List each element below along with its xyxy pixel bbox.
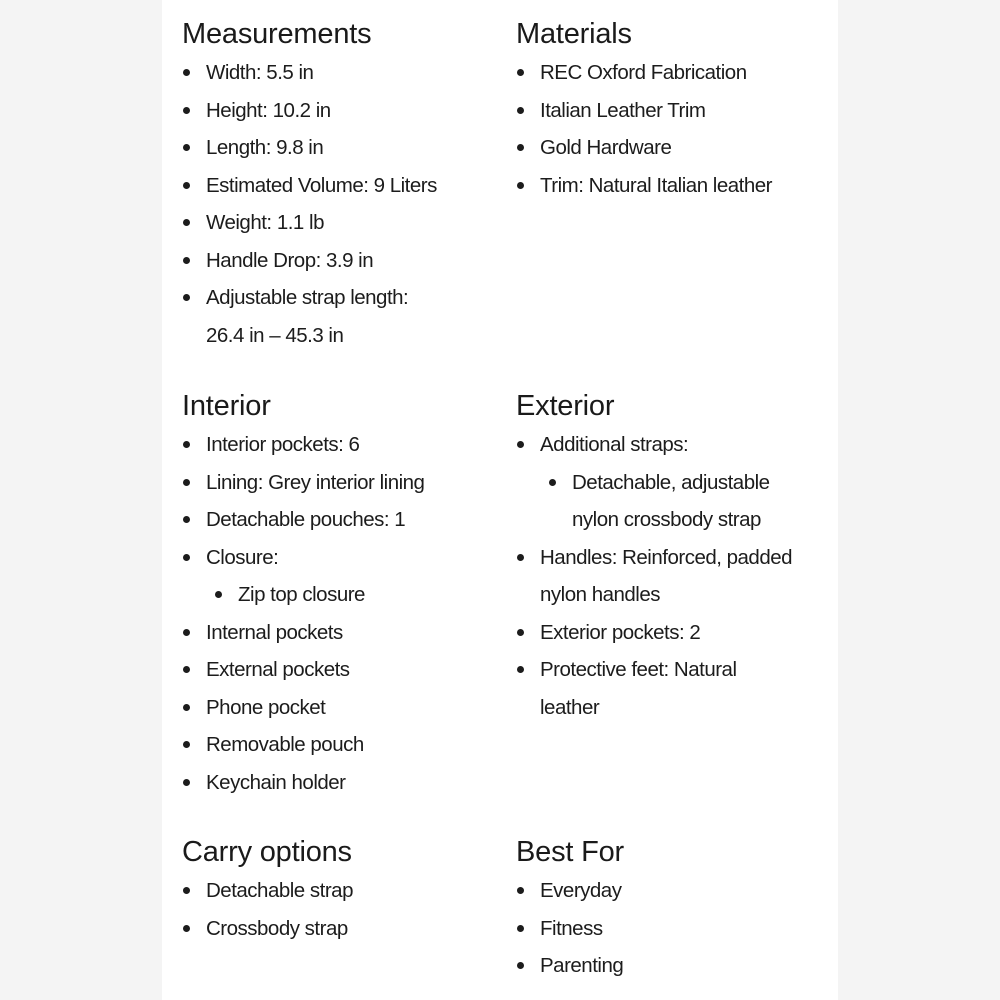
interior-section [182,389,502,801]
list-item: External pockets [182,651,502,689]
bullet-icon [183,182,190,189]
list-item-continuation: 26.4 in – 45.3 in [206,323,344,347]
bullet-icon [183,554,190,561]
bullet-icon [183,257,190,264]
list-item: Additional straps: [516,426,836,464]
list-item: Crossbody strap [182,910,502,948]
best-for-heading: Best For [516,836,624,868]
list-item: Detachable pouches: 1 [182,501,502,539]
measurements-list [182,54,502,354]
list-item: Gold Hardware [516,129,836,167]
bullet-icon [183,144,190,151]
bullet-icon [183,107,190,114]
carry-options-heading: Carry options [182,836,352,868]
bullet-icon [183,779,190,786]
bullet-icon [517,69,524,76]
bullet-icon [517,666,524,673]
list-item: REC Oxford Fabrication [516,54,836,92]
list-item: Width: 5.5 in [182,54,502,92]
bullet-icon [183,479,190,486]
list-item: Parenting [516,947,836,985]
best-for-section [516,835,836,985]
list-item: Fitness [516,910,836,948]
list-item: Detachable strap [182,872,502,910]
list-item-continuation: nylon handles [540,583,661,606]
list-item: Protective feet: Natural [516,651,836,689]
sub-list-item: Zip top closure [182,576,502,614]
carry-options-list [182,872,502,947]
bullet-icon [517,144,524,151]
list-item: Height: 10.2 in [182,92,502,130]
bullet-icon [517,962,524,969]
exterior-section [516,389,836,726]
list-item-continuation: leather [540,695,600,719]
bullet-icon [183,925,190,932]
exterior-heading: Exterior [516,390,615,422]
list-item: Weight: 1.1 lb [182,204,502,242]
list-item: Exterior pockets: 2 [516,614,836,652]
bullet-icon [517,629,524,636]
list-item: Handle Drop: 3.9 in [182,242,502,280]
bullet-icon [183,887,190,894]
bullet-icon [517,107,524,114]
list-item: Closure: [182,539,502,577]
materials-section [516,17,836,204]
bullet-icon [517,182,524,189]
bullet-icon [215,591,222,598]
list-item: Lining: Grey interior lining [182,464,502,502]
bullet-icon [183,294,190,301]
list-item: Length: 9.8 in [182,129,502,167]
list-item: Trim: Natural Italian leather [516,167,836,205]
list-item: Interior pockets: 6 [182,426,502,464]
list-item: Phone pocket [182,689,502,727]
exterior-list [516,426,836,726]
bullet-icon [183,516,190,523]
list-item: Handles: Reinforced, padded [516,539,836,577]
list-item: Internal pockets [182,614,502,652]
bullet-icon [183,219,190,226]
bullet-icon [183,666,190,673]
sub-list-item: Detachable, adjustable [516,464,836,502]
materials-list [516,54,836,204]
list-item: Adjustable strap length: [182,279,502,317]
interior-heading: Interior [182,390,271,422]
materials-heading: Materials [516,18,632,50]
bullet-icon [517,887,524,894]
measurements-heading: Measurements [182,18,372,50]
list-item: Estimated Volume: 9 Liters [182,167,502,205]
best-for-list [516,872,836,985]
bullet-icon [517,554,524,561]
interior-list [182,426,502,801]
bullet-icon [549,479,556,486]
list-item: Keychain holder [182,764,502,802]
bullet-icon [517,441,524,448]
bullet-icon [183,441,190,448]
bullet-icon [183,704,190,711]
carry-options-section [182,835,502,947]
list-item: Everyday [516,872,836,910]
bullet-icon [183,741,190,748]
bullet-icon [183,69,190,76]
measurements-section [182,17,502,354]
bullet-icon [517,925,524,932]
sub-list-item-continuation: nylon crossbody strap [572,508,761,531]
list-item: Italian Leather Trim [516,92,836,130]
list-item: Removable pouch [182,726,502,764]
bullet-icon [183,629,190,636]
